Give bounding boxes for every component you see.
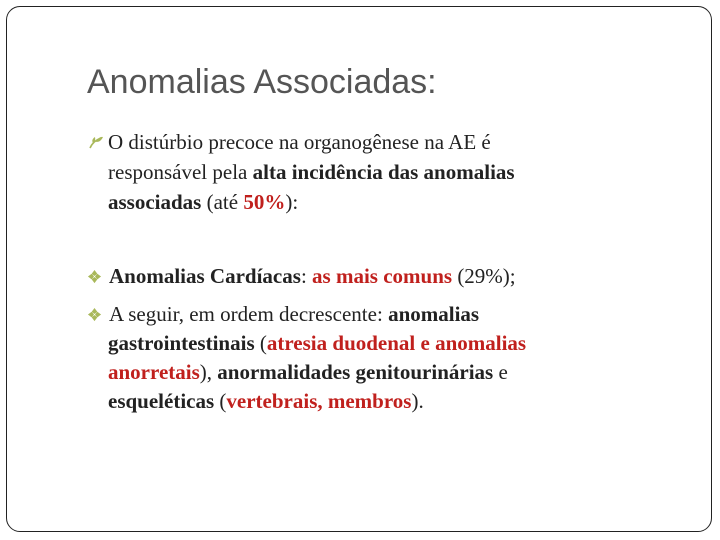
bullet-gap: [87, 291, 677, 300]
intro-paragraph: [87, 127, 667, 217]
bullet-1-text-b: :: [300, 264, 313, 288]
intro-line-3: [87, 187, 667, 217]
bullet-1-text-a: Anomalias Cardíacas: [109, 264, 301, 288]
intro-text-3d: ):: [285, 190, 299, 214]
bullet-1-text-d: (29%);: [452, 264, 516, 288]
bullet-2-text-3c: anormalidades genitourinárias: [217, 360, 494, 384]
bullet-2-text-3a: anorretais: [108, 360, 200, 384]
bullet-2-text-2a: gastrointestinais: [108, 331, 255, 355]
bullet-2-text-4a: esqueléticas: [108, 389, 215, 413]
diamond-bullet-icon: [87, 269, 102, 284]
bullet-2-line-2: [87, 329, 677, 358]
bullet-2-line-3: [87, 358, 677, 387]
slide-title: Anomalias Associadas:: [87, 63, 437, 101]
sprout-bullet-icon: [87, 133, 105, 151]
bullet-item-2: [87, 300, 677, 329]
bullet-2-text-2c: atresia duodenal e anomalias: [266, 331, 527, 355]
intro-line-1: [87, 127, 667, 157]
bullet-2-line-4: [87, 387, 677, 416]
bullet-2-text-4d: ).: [411, 389, 424, 413]
bullet-2-text-4c: vertebrais, membros: [226, 389, 412, 413]
diamond-bullet-icon: [87, 307, 102, 322]
intro-text-3a: associadas: [108, 190, 202, 214]
bullet-2-text-4b: (: [214, 389, 227, 413]
bullet-1-text-c: as mais comuns: [312, 264, 453, 288]
bullet-2-text-2b: (: [254, 331, 267, 355]
bullet-2-text-1a: A seguir, em ordem decrescente:: [109, 302, 389, 326]
intro-text-2a: responsável pela: [108, 160, 253, 184]
intro-text-3b: (até: [201, 190, 244, 214]
bullet-item-1: [87, 262, 677, 291]
slide-frame: [6, 6, 712, 532]
intro-text-3c: 50%: [243, 190, 286, 214]
intro-text-2b: alta incidência das anomalias: [252, 160, 515, 184]
intro-line-2: [87, 157, 667, 187]
bullet-list: [87, 262, 677, 416]
bullet-2-text-3d: e: [493, 360, 508, 384]
bullet-2-text-3b: ),: [199, 360, 218, 384]
bullet-2-text-1b: anomalias: [388, 302, 480, 326]
intro-text-1: O distúrbio precoce na organogênese na AE é: [108, 130, 491, 154]
